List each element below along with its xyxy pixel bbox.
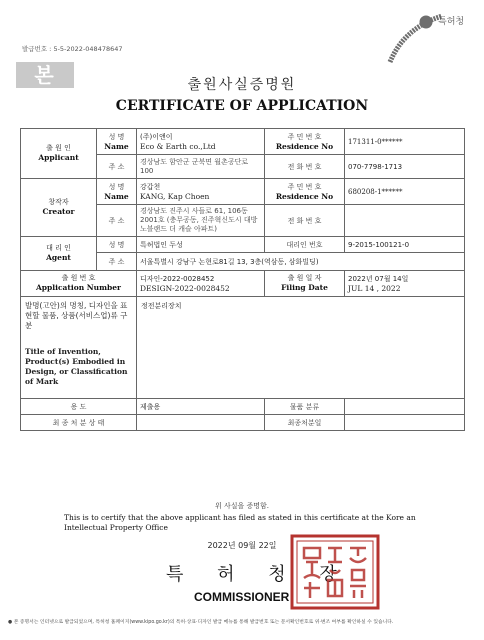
address-label-ko: 주 소 xyxy=(108,162,125,171)
address-label-cell xyxy=(97,205,137,237)
application-number-row xyxy=(21,271,465,297)
issuer-english: COMMISSIONER xyxy=(194,590,290,604)
applicant-name-en: Eco & Earth co.,Ltd xyxy=(140,142,216,151)
official-seal xyxy=(288,532,382,612)
residence-label-ko: 주 민 번 호 xyxy=(287,133,322,141)
applicant-name-ko: (주)이앤이 xyxy=(140,133,173,141)
invention-title-row xyxy=(21,297,465,399)
name-label-en: Name xyxy=(104,192,129,201)
phone-label-ko: 전 화 번 호 xyxy=(287,162,322,171)
residence-label-en: Residence No xyxy=(275,142,334,151)
application-number-en: DESIGN-2022-0028452 xyxy=(140,284,230,293)
application-number-ko: 디자인-2022-0028452 xyxy=(140,275,215,283)
creator-label-en: Creator xyxy=(42,207,75,216)
name-label-en: Name xyxy=(104,142,129,151)
use-row xyxy=(21,399,465,415)
creator-address: 경상남도 진주시 사들로 61, 106동 2001호 (충무공동, 진주혁신도시 대방노블랜드 더 캐슬 아파트) xyxy=(137,205,265,237)
final-status-value xyxy=(137,415,265,431)
invention-title: 정전분리장치 xyxy=(137,297,465,399)
filing-label-en: Filing Date xyxy=(281,283,328,292)
filing-date-en: JUL 14 , 2022 xyxy=(348,284,401,293)
creator-name-ko: 강갑천 xyxy=(140,183,161,191)
residence-label-ko: 주 민 번 호 xyxy=(287,183,322,191)
creator-name-en: KANG, Kap Choen xyxy=(140,192,210,201)
agent-number: 9-2015-100121-0 xyxy=(345,237,465,253)
name-label-cell xyxy=(97,237,137,253)
title-english: CERTIFICATE OF APPLICATION xyxy=(115,98,369,114)
use-label: 용 도 xyxy=(21,399,137,415)
applicant-name-cell xyxy=(137,129,265,155)
creator-label-cell xyxy=(21,179,97,237)
filing-label-ko: 출 원 일 자 xyxy=(287,273,322,282)
original-stamp: 본 xyxy=(16,62,74,88)
certificate-table xyxy=(20,128,465,431)
certification-english: This is to certify that the above applicant has filed as stated in this certificate at the Kore an Intellectual Property Office xyxy=(64,513,416,532)
final-status-label: 최 종 처 분 상 태 xyxy=(21,415,137,431)
name-label-ko: 성 명 xyxy=(108,133,125,141)
address-label-ko: 주 소 xyxy=(108,216,125,225)
name-label-ko: 성 명 xyxy=(108,240,125,249)
creator-name-row xyxy=(21,179,465,205)
creator-name-cell xyxy=(137,179,265,205)
kipo-logo xyxy=(384,8,480,70)
final-date-value xyxy=(345,415,465,431)
certification-korean: 위 사실을 증명함. xyxy=(214,502,269,510)
final-status-row xyxy=(21,415,465,431)
creator-label-ko: 창작자 xyxy=(48,197,69,206)
address-label-cell xyxy=(97,155,137,179)
address-label-cell xyxy=(97,253,137,271)
issue-number: 발급번호 : 5-5-2022-048478647 xyxy=(22,45,123,53)
title-label-ko: 발명(고안)의 명칭, 디자인을 표현할 물품, 상품(서비스업)류 구분 xyxy=(25,301,128,331)
footer-note: ● 본 증명서는 인터넷으로 발급되었으며, 특허청 홈페이지(www.kipo.go.kr)의 특허·상표·디자인 발급 메뉴를 통해 발급번호 또는 문서확인번호로 위·변조 여부를 확인하실 수 있습니다. xyxy=(8,620,394,625)
title-label-en: Title of Invention, Product(s) Embodied in Design, or Classification of Mark xyxy=(25,347,128,386)
applicant-phone: 070-7798-1713 xyxy=(345,155,465,179)
creator-residence-no: 680208-1****** xyxy=(345,179,465,205)
appno-label-en: Application Number xyxy=(35,283,122,292)
final-date-label: 최종처분일 xyxy=(265,415,345,431)
name-label-cell xyxy=(97,129,137,155)
phone-label-cell xyxy=(265,155,345,179)
residence-label-cell xyxy=(265,129,345,155)
agent-address: 서울특별시 강남구 논현로81길 13, 3층(역삼동, 삼화빌딩) xyxy=(137,253,465,271)
issuer-korean: 특 허 청 장 xyxy=(166,564,351,585)
applicant-residence-no: 171311-0****** xyxy=(345,129,465,155)
name-label-ko: 성 명 xyxy=(108,183,125,191)
filing-label-cell xyxy=(265,271,345,297)
application-number-cell xyxy=(137,271,265,297)
agent-label-en: Agent xyxy=(46,253,71,262)
filing-date-ko: 2022년 07월 14일 xyxy=(348,275,409,283)
name-label-cell xyxy=(97,179,137,205)
phone-label-ko: 전 화 번 호 xyxy=(287,216,322,225)
appno-label-ko: 출 원 번 호 xyxy=(61,273,96,282)
residence-label-cell xyxy=(265,179,345,205)
agent-label-ko: 대 리 인 xyxy=(46,243,71,252)
agent-name: 특허법인 두성 xyxy=(137,237,265,253)
appno-label-cell xyxy=(21,271,137,297)
applicant-name-row xyxy=(21,129,465,155)
phone-label-cell xyxy=(265,205,345,237)
applicant-label-cell xyxy=(21,129,97,179)
creator-phone xyxy=(345,205,465,237)
product-class-label: 물품 분류 xyxy=(265,399,345,415)
filing-date-cell xyxy=(345,271,465,297)
logo-brand-text: 특허청 xyxy=(438,17,465,27)
issue-date: 2022년 09월 22일 xyxy=(207,541,277,550)
applicant-label-ko: 출 원 인 xyxy=(46,143,71,152)
agent-label-cell xyxy=(21,237,97,271)
title-label-cell xyxy=(21,297,137,399)
applicant-address: 경상남도 함안군 군북면 월촌공단로 100 xyxy=(137,155,265,179)
address-label-ko: 주 소 xyxy=(108,257,125,266)
product-class-value xyxy=(345,399,465,415)
agent-name-row xyxy=(21,237,465,253)
agent-no-label: 대리인 번호 xyxy=(265,237,345,253)
applicant-label-en: Applicant xyxy=(38,153,79,162)
use-value: 제출용 xyxy=(137,399,265,415)
residence-label-en: Residence No xyxy=(275,192,334,201)
title-korean: 출원사실증명원 xyxy=(187,77,297,93)
